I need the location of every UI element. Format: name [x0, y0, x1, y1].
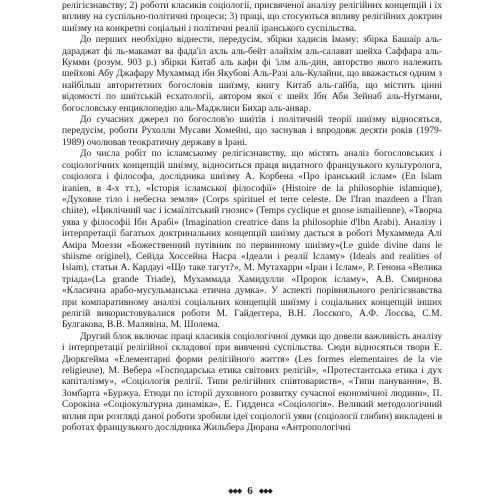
paragraph-modern-sources: До сучасних джерел по богослов'ю шиїтів і політичній теорії шиїзму відносяться, передусім, роботи Рухолли Мусави Хомейні, що заснував і впродовж десяти років (1979-1989) очолював теократичну державу в Ірані.: [62, 114, 442, 148]
footer-ornament-right-icon: ◆◆◆: [258, 486, 272, 495]
paragraph-sociology-classics: Другий блок включає праці класиків соціологічної думки що довели важливість аналізу і інтерпретації релігійної складової при вивченні суспільства. Сюди відносяться твори Е. Дюркгейма «Елементарні форми релігійного життя» (Les formes elementaires de la vie religieuse), М. Вебера «Господарська етика світових релігій», «Протестантська етика і дух капіталізму», «Соціологія релігії. Типи релігійних співтовариств», «Типи панування», В. Зомбарта «Буржуа. Етюди по історії духовного розвитку сучасної економічної людини», П. Сорокіна «Соціокультурна динаміка», Е. Гидденса «Соціологія». Великий методологічний вплив при розгляді даної роботи зробили ідеї соціології уяви (соціології глибин) викладені в роботах французького дослідника Жильбера Дюрана «Антропологічні: [62, 330, 442, 434]
footer-ornament-left-icon: ◆◆◆: [228, 486, 242, 495]
paragraph-islamic-studies: До числа робіт по ісламському релігієзнавству, що містять аналіз богословських і соціологічних концепцій шиїзму, відноситься праця видатного французького культуролога, соціолога і філософа, дослідника шиїзму А. Корбена «Про іранський іслам» (En Islam iranien, в 4-х тт.), «Історія ісламської філософії» (Histoire de la philosophie islamique), «Духовне тіло і небесна земля» (Corps spirituel et terre celeste. De l'Iran mazdeen a l'Iran chiite), «Циклічний час і ісмаїлітський гнозис» (Temps cyclique et gnose ismailienne), «Творча уява у філософії Ібн Арабі» (Imagination creatrice dans la philosophie d'Ibn Arabi). Аналізу і інтерпретації багатьох доктринальних концепцій шиїзму дається в роботі Мухаммеда Алі Аміра Моеззи «Божественний путівник по первинному шиїзму»(Le guide divine dans le shiisme originel), Сейіда Хоссейна Насра «Ідеали і реалії Ісламу» (Ideals and realities of Islam), статьи А. Кардауі «Що таке тагут?», М. Мутахарри «Іран і Іслам», Р. Генона «Велика тріада»(La grande Triade), Мухаммада Хамидулли «Пророк ісламу», А.В. Смирнова «Класична арабо-мусульманська етична думка». У аспекті порівняльного релігієзнавства при компаративному аналізі соціальних концепцій шиїзму і соціальних концепцій інших релігій використовувалися роботи М. Гайдеггера, В.Н. Лосского, А.Ф. Лосєва, С.М. Булгакова, В.В. Малявіна, М. Шолема.: [62, 148, 442, 331]
paragraph-sources-hadith: До перших необхідно віднести, передусім, збірки хадисів Імаму: збірка Башаїр аль-дараджат фі ль-макамат ва фада'іл ахль аль-бейт алайхім аль-салават шейха Саффара аль-Кумми (розум. 903 р.) збірки Китаб аль кафи фі 'ілм аль-дин, авторство якого належить шейхові Абу Джафару Мухаммад ібн Якубові Аль-Разі аль-Кулайни, що вважається одним з найбільш авторитетних богословів шиїзму, книгу Китаб аль-гайба, що містить цінні відомості по шиїтській есхатології, автором якої є шейх Ібн Аби Зейнаб аль-Нугмани, богословську енциклопедію аль-Маджлиси Бихар аль-анвар.: [62, 34, 442, 114]
page-footer: [0, 486, 500, 497]
paragraph-continued: релігієзнавству; 2) роботи класиків соціології, присвяченої аналізу релігійних концепцій і їх впливу на суспільно-політичні процеси; 3) праці, що стосуються впливу релігійних доктрин шиїзму на конкретні соціальні і політичні реалії іранського суспільства.: [62, 0, 442, 34]
page-number: 6: [247, 484, 253, 497]
